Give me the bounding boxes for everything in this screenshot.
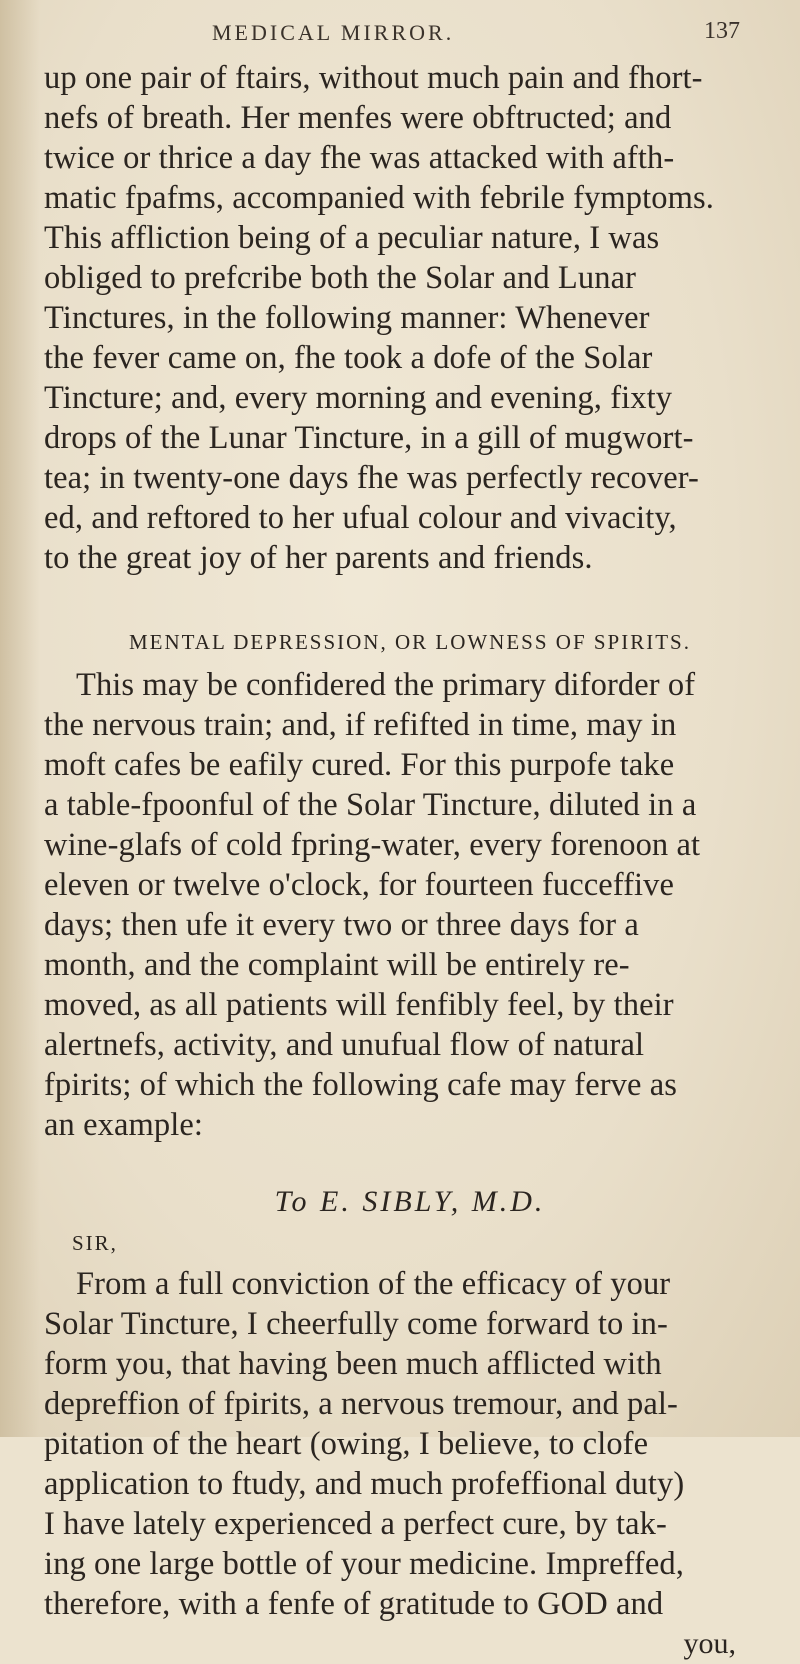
text-line: From a full conviction of the efficacy of your bbox=[76, 1266, 671, 1302]
text-line: application to ftudy, and much profeffional duty) bbox=[44, 1466, 685, 1502]
text-line: I have lately experienced a perfect cure, by tak- bbox=[44, 1506, 667, 1542]
paragraph-letter bbox=[44, 1264, 776, 1624]
letter-addressee: To E. SIBLY, M.D. bbox=[274, 1185, 546, 1218]
text-line: matic fpafms, accompanied with febrile fymptoms. bbox=[44, 180, 714, 216]
text-line: nefs of breath. Her menfes were obftructed; and bbox=[44, 100, 672, 136]
text-line: moft cafes be eafily cured. For this purpofe take bbox=[44, 747, 675, 783]
text-line: pitation of the heart (owing, I believe, to clofe bbox=[44, 1426, 649, 1462]
running-head: MEDICAL MIRROR. bbox=[212, 20, 455, 45]
text-line: ing one large bottle of your medicine. Impreffed, bbox=[44, 1546, 684, 1582]
text-line: fpirits; of which the following cafe may ferve as bbox=[44, 1067, 678, 1103]
text-line: Tinctures, in the following manner: Whenever bbox=[44, 300, 650, 336]
text-line: ed, and reftored to her ufual colour and vivacity, bbox=[44, 500, 677, 536]
page-number: 137 bbox=[704, 18, 740, 44]
section-heading: MENTAL DEPRESSION, OR LOWNESS OF SPIRITS. bbox=[128, 630, 691, 654]
text-line: wine-glafs of cold fpring-water, every forenoon at bbox=[44, 827, 701, 863]
text-line: drops of the Lunar Tincture, in a gill of mugwort- bbox=[44, 420, 694, 456]
text-line: Tincture; and, every morning and evening, fixty bbox=[44, 380, 673, 416]
letter-salutation: SIR, bbox=[72, 1231, 118, 1255]
text-line: obliged to prefcribe both the Solar and Lunar bbox=[44, 260, 637, 296]
text-line: the nervous train; and, if refifted in time, may in bbox=[44, 707, 677, 743]
text-line: Solar Tincture, I cheerfully come forward to in- bbox=[44, 1306, 668, 1342]
text-line: twice or thrice a day fhe was attacked with afth- bbox=[44, 140, 675, 176]
text-line: to the great joy of her parents and friends. bbox=[44, 540, 593, 576]
text-line: an example: bbox=[44, 1107, 204, 1143]
text-line: This may be confidered the primary diforder of bbox=[76, 667, 696, 703]
text-line: depreffion of fpirits, a nervous tremour, and pal- bbox=[44, 1386, 678, 1422]
page-header bbox=[44, 8, 776, 58]
page-content bbox=[44, 8, 776, 1664]
text-line: days; then ufe it every two or three days for a bbox=[44, 907, 639, 943]
catchword: you, bbox=[683, 1627, 736, 1660]
text-line: moved, as all patients will fenfibly feel, by their bbox=[44, 987, 674, 1023]
text-line: month, and the complaint will be entirely re- bbox=[44, 947, 630, 983]
text-line: eleven or twelve o'clock, for fourteen fucceffive bbox=[44, 867, 675, 903]
text-line: the fever came on, fhe took a dofe of the Solar bbox=[44, 340, 653, 376]
text-line: alertnefs, activity, and unufual flow of natural bbox=[44, 1027, 645, 1063]
text-line: therefore, with a fenfe of gratitude to GOD and bbox=[44, 1586, 664, 1622]
paragraph-mental-depression bbox=[44, 665, 776, 1145]
paragraph-case-continuation bbox=[44, 58, 776, 578]
text-line: a table-fpoonful of the Solar Tincture, diluted in a bbox=[44, 787, 697, 823]
text-line: This affliction being of a peculiar nature, I was bbox=[44, 220, 660, 256]
text-line: up one pair of ftairs, without much pain and fhort- bbox=[44, 60, 703, 96]
text-line: form you, that having been much afflicted with bbox=[44, 1346, 662, 1382]
text-line: tea; in twenty-one days fhe was perfectly recover- bbox=[44, 460, 699, 496]
